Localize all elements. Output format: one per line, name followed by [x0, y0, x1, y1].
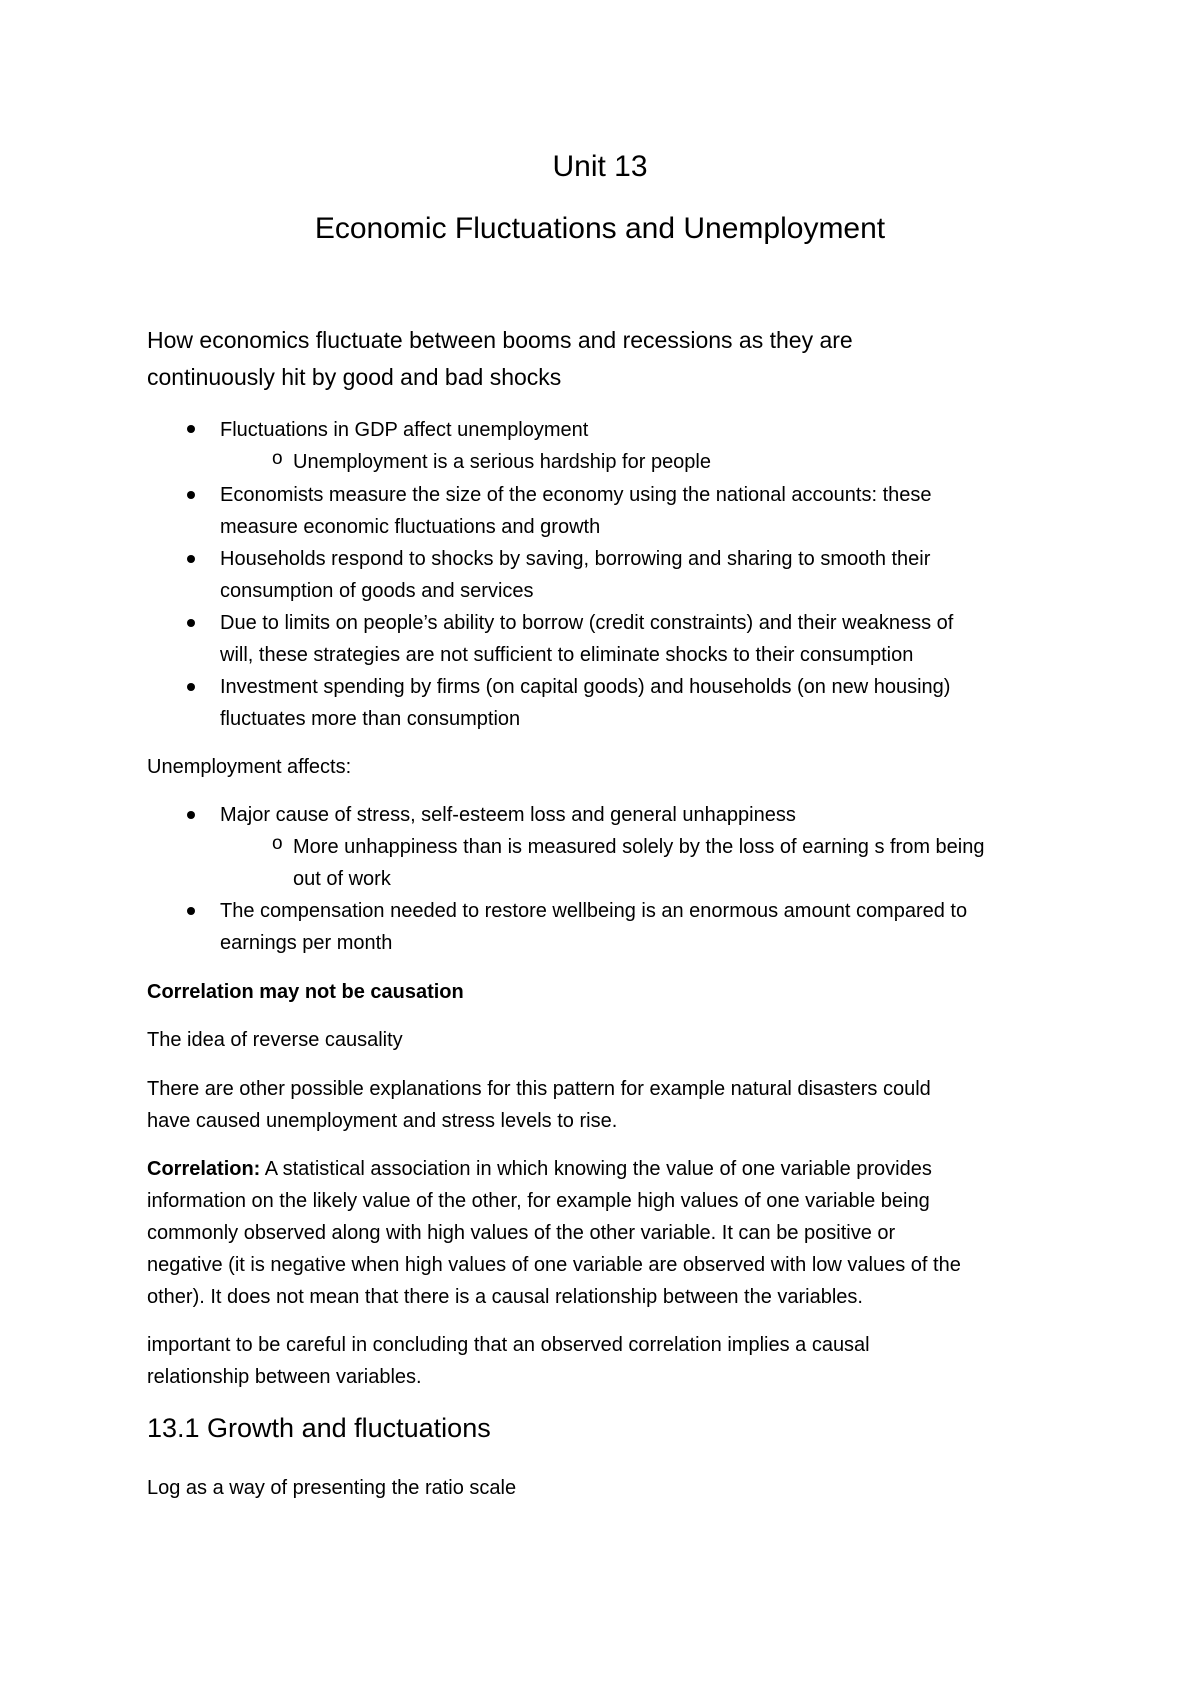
correlation-definition-line — [147, 1153, 932, 1185]
section-subheading: Log as a way of presenting the ratio scale — [147, 1477, 517, 1499]
sub-bullet-icon: o — [272, 448, 283, 469]
list-item: Investment spending by firms (on capital goods) and households (on new housing) — [220, 676, 951, 698]
list-item: out of work — [293, 868, 391, 890]
bullet-icon — [187, 425, 195, 433]
intro-line-2: continuously hit by good and bad shocks — [147, 364, 562, 390]
list-item: Economists measure the size of the economy using the national accounts: these — [220, 484, 932, 506]
correlation-heading: Correlation may not be causation — [147, 981, 464, 1003]
list-item: The compensation needed to restore wellbeing is an enormous amount compared to — [220, 900, 968, 922]
list-item: Unemployment is a serious hardship for people — [293, 451, 711, 473]
paragraph-line: negative (it is negative when high values of one variable are observed with low values of the — [147, 1254, 961, 1276]
sub-bullet-icon: o — [272, 833, 283, 854]
list-item: Households respond to shocks by saving, borrowing and sharing to smooth their — [220, 548, 931, 570]
bullet-icon — [187, 619, 195, 627]
paragraph-line: have caused unemployment and stress levels to rise. — [147, 1110, 618, 1132]
list-item: fluctuates more than consumption — [220, 708, 521, 730]
paragraph-line: important to be careful in concluding that an observed correlation implies a causal — [147, 1334, 870, 1356]
correlation-def-text: A statistical association in which knowing the value of one variable provides — [260, 1158, 932, 1180]
paragraph-line: There are other possible explanations for this pattern for example natural disasters could — [147, 1078, 931, 1100]
paragraph-line: information on the likely value of the other, for example high values of one variable being — [147, 1190, 930, 1212]
correlation-term: Correlation: — [147, 1158, 261, 1180]
section-heading: 13.1 Growth and fluctuations — [147, 1413, 491, 1443]
list-item: earnings per month — [220, 932, 393, 954]
list-item: More unhappiness than is measured solely by the loss of earning s from being — [293, 836, 985, 858]
list-item: measure economic fluctuations and growth — [220, 516, 601, 538]
paragraph-line: other). It does not mean that there is a causal relationship between the variables. — [147, 1286, 863, 1308]
list-item: will, these strategies are not sufficient to eliminate shocks to their consumption — [220, 644, 914, 666]
bullet-icon — [187, 683, 195, 691]
list-item: consumption of goods and services — [220, 580, 534, 602]
page-title: Economic Fluctuations and Unemployment — [314, 212, 886, 245]
list-item: Due to limits on people’s ability to borrow (credit constraints) and their weakness of — [220, 612, 954, 634]
bullet-icon — [187, 555, 195, 563]
bullet-icon — [187, 907, 195, 915]
paragraph-line: commonly observed along with high values of the other variable. It can be positive or — [147, 1222, 896, 1244]
bullet-icon — [187, 491, 195, 499]
intro-line-1: How economics fluctuate between booms and recessions as they are — [147, 327, 853, 353]
bullet-icon — [187, 811, 195, 819]
unemployment-heading: Unemployment affects: — [147, 756, 352, 778]
reverse-causality-text: The idea of reverse causality — [147, 1029, 403, 1051]
list-item: Fluctuations in GDP affect unemployment — [220, 419, 589, 441]
list-item: Major cause of stress, self-esteem loss and general unhappiness — [220, 804, 796, 826]
paragraph-line: relationship between variables. — [147, 1366, 422, 1388]
unit-title: Unit 13 — [552, 150, 648, 183]
